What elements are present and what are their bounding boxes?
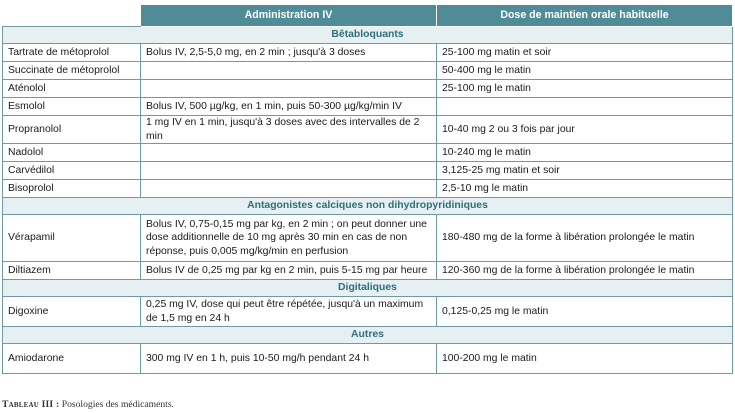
drug-name-cell: Carvédilol xyxy=(3,162,141,180)
oral-dose-cell: 2,5-10 mg le matin xyxy=(437,180,733,198)
table-row xyxy=(3,180,733,198)
drug-name-cell: Succinate de métoprolol xyxy=(3,62,141,80)
table-row xyxy=(3,162,733,180)
drug-name-cell: Tartrate de métoprolol xyxy=(3,44,141,62)
iv-dose-cell: Bolus IV, 500 µg/kg, en 1 min, puis 50-300 µg/kg/min IV xyxy=(141,98,437,116)
table-row xyxy=(3,297,733,327)
drug-name-cell: Digoxine xyxy=(3,297,141,327)
section-header-row xyxy=(3,27,733,44)
oral-dose-cell: 50-400 mg le matin xyxy=(437,62,733,80)
header-oral-maintenance-dose: Dose de maintien orale habituelle xyxy=(437,5,733,27)
table-body xyxy=(3,27,733,374)
iv-dose-cell xyxy=(141,80,437,98)
oral-dose-cell: 10-40 mg 2 ou 3 fois par jour xyxy=(437,116,733,144)
drug-name-cell: Propranolol xyxy=(3,116,141,144)
iv-dose-cell: 0,25 mg IV, dose qui peut être répétée, jusqu'à un maximum de 1,5 mg en 24 h xyxy=(141,297,437,327)
table-caption xyxy=(2,399,174,410)
oral-dose-cell: 25-100 mg le matin xyxy=(437,80,733,98)
oral-dose-cell: 25-100 mg matin et soir xyxy=(437,44,733,62)
oral-dose-cell xyxy=(437,98,733,116)
section-title: Bêtabloquants xyxy=(3,27,733,44)
drug-name-cell: Aténolol xyxy=(3,80,141,98)
table-row xyxy=(3,98,733,116)
caption-label: Tableau III : xyxy=(2,399,60,410)
iv-dose-cell: 1 mg IV en 1 min, jusqu'à 3 doses avec des intervalles de 2 min xyxy=(141,116,437,144)
iv-dose-cell xyxy=(141,144,437,162)
table-row xyxy=(3,116,733,144)
drug-name-cell: Nadolol xyxy=(3,144,141,162)
iv-dose-cell xyxy=(141,162,437,180)
iv-dose-cell: 300 mg IV en 1 h, puis 10-50 mg/h pendant 24 h xyxy=(141,344,437,374)
oral-dose-cell: 180-480 mg de la forme à libération prolongée le matin xyxy=(437,215,733,262)
iv-dose-cell: Bolus IV de 0,25 mg par kg en 2 min, puis 5-15 mg par heure xyxy=(141,262,437,280)
iv-dose-cell xyxy=(141,62,437,80)
table-row xyxy=(3,44,733,62)
table-row xyxy=(3,215,733,262)
header-corner-cell xyxy=(3,5,141,27)
header-iv-administration: Administration IV xyxy=(141,5,437,27)
section-title: Autres xyxy=(3,327,733,344)
table-row xyxy=(3,344,733,374)
iv-dose-cell xyxy=(141,180,437,198)
drug-name-cell: Esmolol xyxy=(3,98,141,116)
table-row xyxy=(3,144,733,162)
section-header-row xyxy=(3,198,733,215)
oral-dose-cell: 3,125-25 mg matin et soir xyxy=(437,162,733,180)
table-row xyxy=(3,80,733,98)
iv-dose-cell: Bolus IV, 0,75-0,15 mg par kg, en 2 min ; on peut donner une dose additionnelle de 10 mg après 30 min en cas de non réponse, puis 0,005 mg/kg/min en perfusion xyxy=(141,215,437,262)
table-row xyxy=(3,262,733,280)
section-header-row xyxy=(3,327,733,344)
drug-name-cell: Diltiazem xyxy=(3,262,141,280)
drug-name-cell: Bisoprolol xyxy=(3,180,141,198)
oral-dose-cell: 100-200 mg le matin xyxy=(437,344,733,374)
drug-name-cell: Vérapamil xyxy=(3,215,141,262)
oral-dose-cell: 0,125-0,25 mg le matin xyxy=(437,297,733,327)
oral-dose-cell: 120-360 mg de la forme à libération prolongée le matin xyxy=(437,262,733,280)
oral-dose-cell: 10-240 mg le matin xyxy=(437,144,733,162)
table-header-row xyxy=(3,5,733,27)
section-title: Digitaliques xyxy=(3,280,733,297)
caption-text: Posologies des médicaments. xyxy=(59,399,174,410)
section-header-row xyxy=(3,280,733,297)
iv-dose-cell: Bolus IV, 2,5-5,0 mg, en 2 min ; jusqu'à 3 doses xyxy=(141,44,437,62)
drug-name-cell: Amiodarone xyxy=(3,344,141,374)
section-title: Antagonistes calciques non dihydropyridiniques xyxy=(3,198,733,215)
dosage-table-container xyxy=(2,4,732,374)
dosage-table xyxy=(2,4,733,374)
table-row xyxy=(3,62,733,80)
